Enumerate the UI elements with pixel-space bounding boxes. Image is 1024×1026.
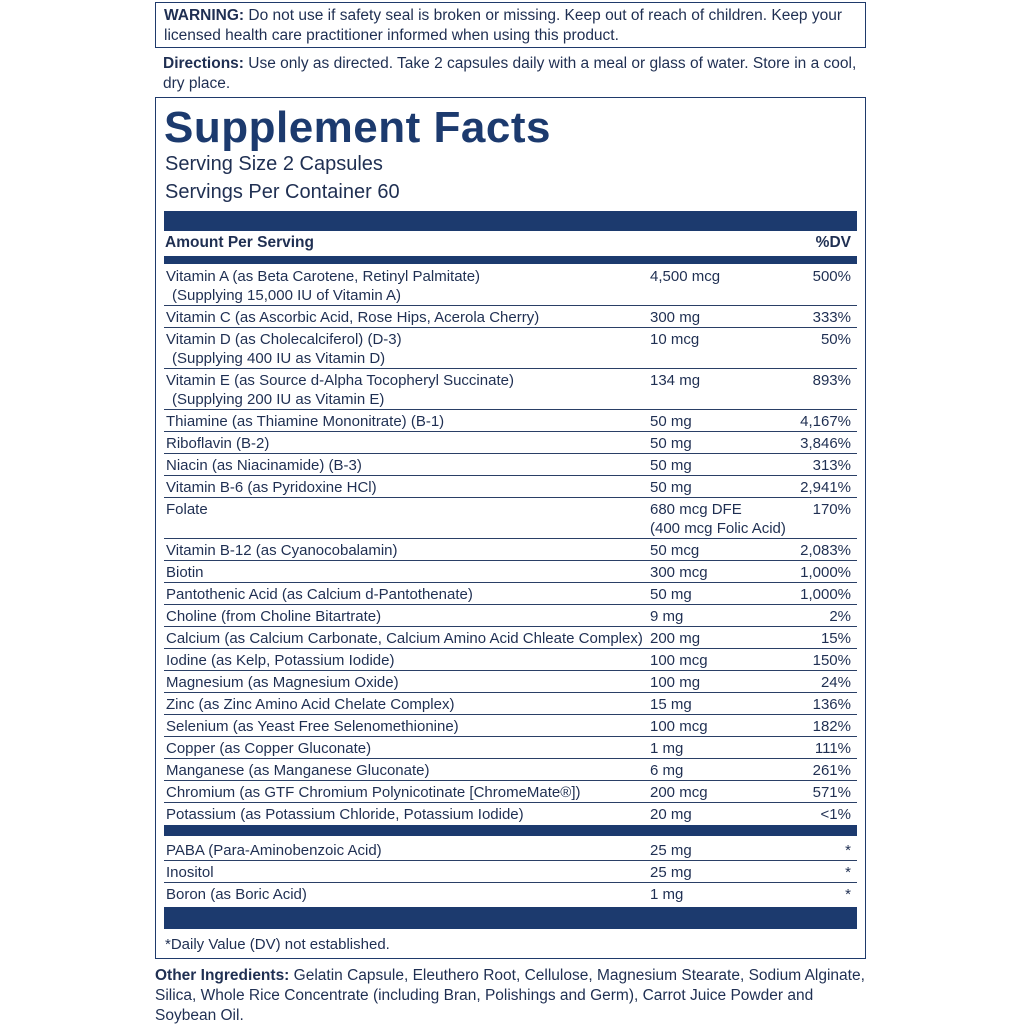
nutrient-amount: 100 mcg <box>650 718 708 735</box>
nutrient-row <box>164 737 857 759</box>
section-divider <box>164 825 857 836</box>
nutrient-row <box>164 539 857 561</box>
nutrient-amount: 15 mg <box>650 696 692 713</box>
nutrient-subtext: (Supplying 400 IU as Vitamin D) <box>172 350 386 367</box>
nutrient-name: Vitamin E (as Source d-Alpha Tocopheryl Succinate) <box>166 372 514 389</box>
nutrient-amount: 25 mg <box>650 842 692 859</box>
nutrient-name: Inositol <box>166 864 214 881</box>
nutrient-name: Pantothenic Acid (as Calcium d-Pantothenate) <box>166 586 473 603</box>
nutrient-row <box>164 605 857 627</box>
other-ingredients-text: Gelatin Capsule, Eleuthero Root, Cellulose, Magnesium Stearate, Sodium Alginate, Silica, Whole Rice Concentrate (including Bran, Polishings and Germ), Carrot Juice Powder and Soybean Oil. <box>155 967 865 1024</box>
nutrient-row <box>164 627 857 649</box>
nutrient-dv: 4,167% <box>800 413 851 430</box>
nutrient-amount: 1 mg <box>650 740 684 757</box>
nutrient-row <box>164 306 857 328</box>
column-header <box>165 233 851 253</box>
nutrient-dv: 261% <box>812 762 851 779</box>
nutrient-dv: 50% <box>820 331 851 348</box>
nutrient-amount-detail: (400 mcg Folic Acid) <box>650 520 786 537</box>
nutrient-subtext: (Supplying 200 IU as Vitamin E) <box>172 391 385 408</box>
nutrient-name: Iodine (as Kelp, Potassium Iodide) <box>166 652 395 669</box>
nutrient-name: Chromium (as GTF Chromium Polynicotinate [ChromeMate®]) <box>166 784 581 801</box>
nutrient-row <box>164 715 857 737</box>
nutrient-row <box>164 693 857 715</box>
nutrient-row <box>164 265 857 306</box>
servings-per-container: Servings Per Container 60 <box>165 181 400 203</box>
nutrient-subtext: (Supplying 15,000 IU of Vitamin A) <box>172 287 402 304</box>
nutrient-name: Copper (as Copper Gluconate) <box>166 740 372 757</box>
nutrient-amount: 4,500 mcg <box>650 268 721 285</box>
nutrient-row <box>164 498 857 539</box>
nutrient-name: Potassium (as Potassium Chloride, Potassium Iodide) <box>166 806 524 823</box>
nutrient-amount: 50 mg <box>650 586 692 603</box>
nutrient-dv: 1,000% <box>800 586 851 603</box>
nutrient-amount: 50 mcg <box>650 542 700 559</box>
nutrient-dv: 136% <box>812 696 851 713</box>
nutrient-row <box>164 583 857 605</box>
nutrient-amount: 680 mcg DFE <box>650 501 742 518</box>
nutrient-row <box>164 649 857 671</box>
nutrient-name: Vitamin B-6 (as Pyridoxine HCl) <box>166 479 377 496</box>
nutrient-dv: 182% <box>812 718 851 735</box>
nutrient-dv: 24% <box>820 674 851 691</box>
nutrient-dv: 15% <box>820 630 851 647</box>
nutrient-amount: 20 mg <box>650 806 692 823</box>
nutrient-name: Thiamine (as Thiamine Mononitrate) (B-1) <box>166 413 445 430</box>
nutrient-amount: 1 mg <box>650 886 684 903</box>
warning-box <box>155 2 866 48</box>
nutrient-name: Manganese (as Manganese Gluconate) <box>166 762 430 779</box>
nutrient-amount: 50 mg <box>650 479 692 496</box>
nutrient-dv: 2% <box>829 608 851 625</box>
nutrient-dv: <1% <box>820 806 851 823</box>
nutrient-amount: 100 mcg <box>650 652 708 669</box>
nutrient-name: Niacin (as Niacinamide) (B-3) <box>166 457 362 474</box>
nutrient-name: Calcium (as Calcium Carbonate, Calcium Amino Acid Chleate Complex) <box>166 630 643 647</box>
nutrient-amount: 200 mcg <box>650 784 708 801</box>
nutrient-name: Vitamin A (as Beta Carotene, Retinyl Palmitate) <box>166 268 481 285</box>
nutrient-dv: 3,846% <box>800 435 851 452</box>
nutrient-amount: 300 mg <box>650 309 701 326</box>
directions-label: Directions: <box>163 55 244 72</box>
nutrient-amount: 6 mg <box>650 762 684 779</box>
warning-text: Do not use if safety seal is broken or missing. Keep out of reach of children. Keep your licensed health care practitioner informed when using this product. <box>164 7 843 44</box>
nutrient-name: Magnesium (as Magnesium Oxide) <box>166 674 399 691</box>
warning-label: WARNING: <box>164 7 245 24</box>
nutrient-dv: * <box>845 886 851 903</box>
nutrient-row <box>164 410 857 432</box>
nutrient-row <box>164 781 857 803</box>
nutrient-row <box>164 561 857 583</box>
nutrient-name: Selenium (as Yeast Free Selenomethionine) <box>166 718 459 735</box>
nutrient-dv: 893% <box>812 372 851 389</box>
nutrient-name: Folate <box>166 501 208 518</box>
directions <box>163 54 863 94</box>
other-nutrient-row <box>164 883 857 904</box>
footnote: *Daily Value (DV) not established. <box>165 936 390 953</box>
nutrient-amount: 50 mg <box>650 413 692 430</box>
nutrient-dv: * <box>845 842 851 859</box>
nutrient-name: Riboflavin (B-2) <box>166 435 270 452</box>
nutrient-row <box>164 671 857 693</box>
nutrient-amount: 50 mg <box>650 435 692 452</box>
nutrient-amount: 9 mg <box>650 608 684 625</box>
nutrient-amount: 10 mcg <box>650 331 700 348</box>
nutrient-dv: 333% <box>812 309 851 326</box>
nutrient-dv: 313% <box>812 457 851 474</box>
nutrient-row <box>164 759 857 781</box>
nutrient-name: Boron (as Boric Acid) <box>166 886 307 903</box>
nutrient-dv: 170% <box>812 501 851 518</box>
nutrient-dv: 111% <box>814 740 851 757</box>
other-nutrient-row <box>164 839 857 861</box>
bottom-divider <box>164 907 857 929</box>
nutrient-row <box>164 476 857 498</box>
nutrient-amount: 134 mg <box>650 372 701 389</box>
nutrient-dv: * <box>845 864 851 881</box>
nutrient-dv: 150% <box>812 652 851 669</box>
nutrient-amount: 100 mg <box>650 674 701 691</box>
nutrient-name: Vitamin C (as Ascorbic Acid, Rose Hips, Acerola Cherry) <box>166 309 540 326</box>
thick-divider <box>164 211 857 231</box>
nutrient-name: PABA (Para-Aminobenzoic Acid) <box>166 842 382 859</box>
nutrient-name: Choline (from Choline Bitartrate) <box>166 608 382 625</box>
amount-per-serving-header: Amount Per Serving <box>165 234 314 251</box>
nutrient-dv: 500% <box>812 268 851 285</box>
facts-title: Supplement Facts <box>164 103 551 152</box>
nutrient-row <box>164 432 857 454</box>
nutrient-amount: 25 mg <box>650 864 692 881</box>
directions-text: Use only as directed. Take 2 capsules daily with a meal or glass of water. Store in a cool, dry place. <box>163 55 857 92</box>
other-ingredients <box>155 966 870 1026</box>
nutrient-name: Vitamin D (as Cholecalciferol) (D-3) <box>166 331 402 348</box>
supplement-facts-panel <box>155 97 866 959</box>
nutrient-amount: 300 mcg <box>650 564 708 581</box>
nutrient-row <box>164 369 857 410</box>
nutrient-dv: 571% <box>812 784 851 801</box>
medium-divider <box>164 256 857 264</box>
nutrient-dv: 1,000% <box>800 564 851 581</box>
nutrient-dv: 2,083% <box>800 542 851 559</box>
other-ingredients-label: Other Ingredients: <box>155 967 290 984</box>
nutrient-name: Vitamin B-12 (as Cyanocobalamin) <box>166 542 398 559</box>
nutrient-row <box>164 328 857 369</box>
nutrient-amount: 200 mg <box>650 630 701 647</box>
nutrient-name: Zinc (as Zinc Amino Acid Chelate Complex) <box>166 696 455 713</box>
dv-header: %DV <box>815 234 851 251</box>
nutrient-row <box>164 803 857 824</box>
serving-size: Serving Size 2 Capsules <box>165 153 383 175</box>
nutrient-row <box>164 454 857 476</box>
nutrient-dv: 2,941% <box>800 479 851 496</box>
nutrient-amount: 50 mg <box>650 457 692 474</box>
nutrient-name: Biotin <box>166 564 204 581</box>
other-nutrient-row <box>164 861 857 883</box>
